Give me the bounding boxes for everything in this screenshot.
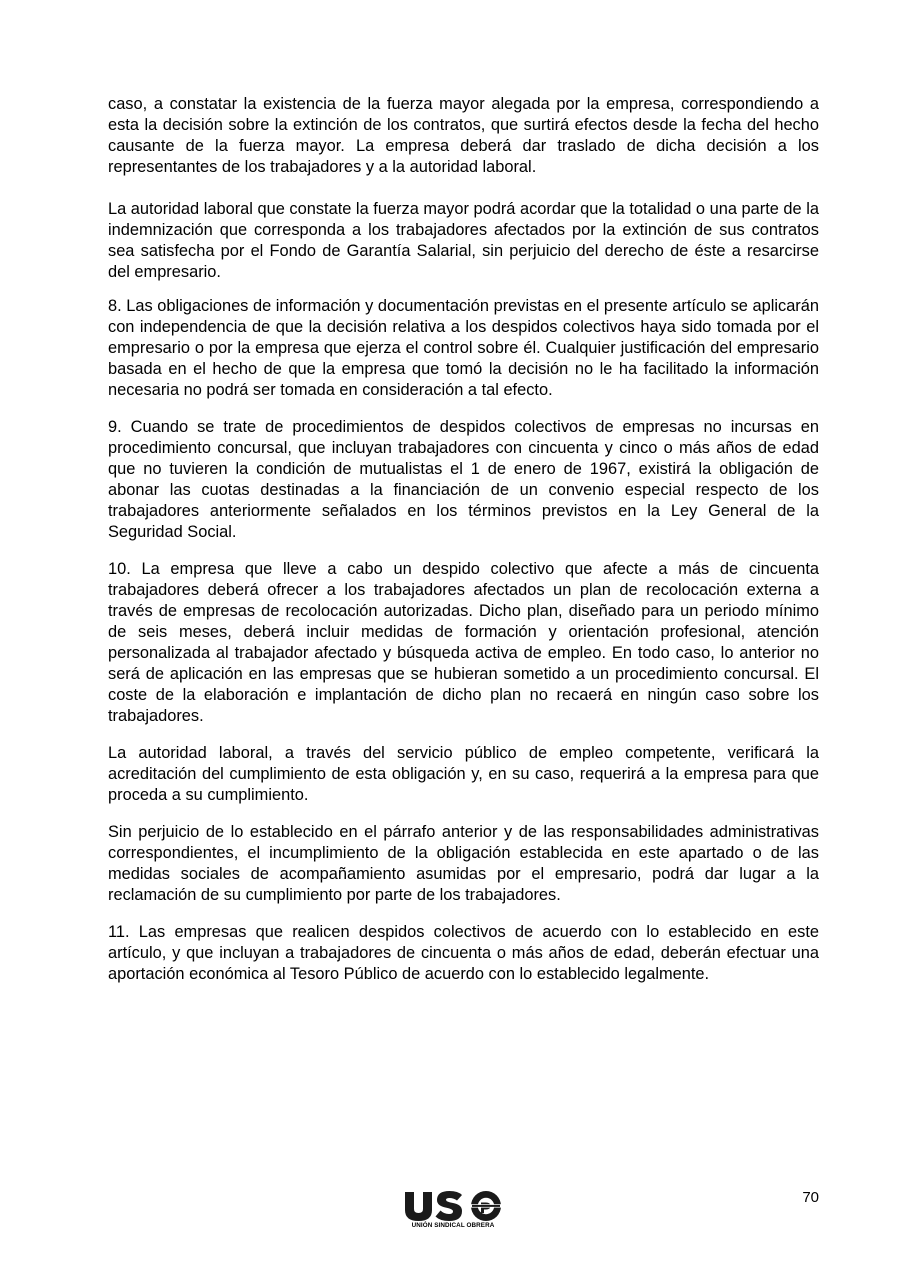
paragraph-section-10: 10. La empresa que lleve a cabo un despido colectivo que afecte a más de cincuenta trabajadores deberá ofrecer a los trabajadores afectados un plan de recolocación externa a través de empresas de recolocación autorizadas. Dicho plan, diseñado para un periodo mínimo de seis meses, deberá incluir medidas de formación y orientación profesional, atención personalizada al trabajador afectado y búsqueda activa de empleo. En todo caso, lo anterior no será de aplicación en las empresas que se hubieran sometido a un procedimiento concursal. El coste de la elaboración e implantación de dicho plan no recaerá en ningún caso sobre los trabajadores. (108, 560, 819, 725)
paragraph-section-8: 8. Las obligaciones de información y documentación previstas en el presente artículo se aplicarán con independencia de que la decisión relativa a los despidos colectivos haya sido tomada por el empresario o por la empresa que ejerza el control sobre él. Cualquier justificación del empresario basada en el hecho de que la empresa que tomó la decisión no le ha facilitado la información necesaria no podrá ser tomada en consideración a tal efecto. (108, 297, 819, 399)
paragraph-section-9: 9. Cuando se trate de procedimientos de despidos colectivos de empresas no incursas en procedimiento concursal, que incluyan trabajadores con cincuenta y cinco o más años de edad que no tuvieren la condición de mutualistas el 1 de enero de 1967, existirá la obligación de abonar las cuotas destinadas a la financiación de un convenio especial respecto de los trabajadores anteriormente señalados en los términos previstos en la Ley General de la Seguridad Social. (108, 418, 819, 541)
logo-caption: UNIÓN SINDICAL OBRERA (411, 1222, 495, 1229)
uso-logo-mark (403, 1190, 503, 1222)
paragraph-fuerza-mayor-continuation: caso, a constatar la existencia de la fuerza mayor alegada por la empresa, correspondiendo a esta la decisión sobre la extinción de los contratos, que surtirá efectos desde la fecha del hecho causante de la fuerza mayor. La empresa deberá dar traslado de dicha decisión a los representantes de los trabajadores y a la autoridad laboral. (108, 95, 819, 176)
document-body (108, 94, 819, 985)
page-number: 70 (802, 1189, 819, 1206)
paragraph-section-11: 11. Las empresas que realicen despidos colectivos de acuerdo con lo establecido en este artículo, y que incluyan a trabajadores de cincuenta o más años de edad, deberán efectuar una aportación económica al Tesoro Público de acuerdo con lo establecido legalmente. (108, 923, 819, 983)
paragraph-autoridad-laboral-fogasa: La autoridad laboral que constate la fuerza mayor podrá acordar que la totalidad o una parte de la indemnización que corresponda a los trabajadores afectados por la extinción de sus contratos sea satisfecha por el Fondo de Garantía Salarial, sin perjuicio del derecho de éste a resarcirse del empresario. (108, 200, 819, 281)
paragraph-autoridad-laboral-verificacion: La autoridad laboral, a través del servicio público de empleo competente, verificará la acreditación del cumplimiento de esta obligación y, en su caso, requerirá a la empresa para que proceda a su cumplimiento. (108, 744, 819, 804)
uso-logo (403, 1190, 503, 1240)
paragraph-sin-perjuicio: Sin perjuicio de lo establecido en el párrafo anterior y de las responsabilidades administrativas correspondientes, el incumplimiento de la obligación establecida en este apartado o de las medidas sociales de acompañamiento asumidas por el empresario, podrá dar lugar a la reclamación de su cumplimiento por parte de los trabajadores. (108, 823, 819, 904)
